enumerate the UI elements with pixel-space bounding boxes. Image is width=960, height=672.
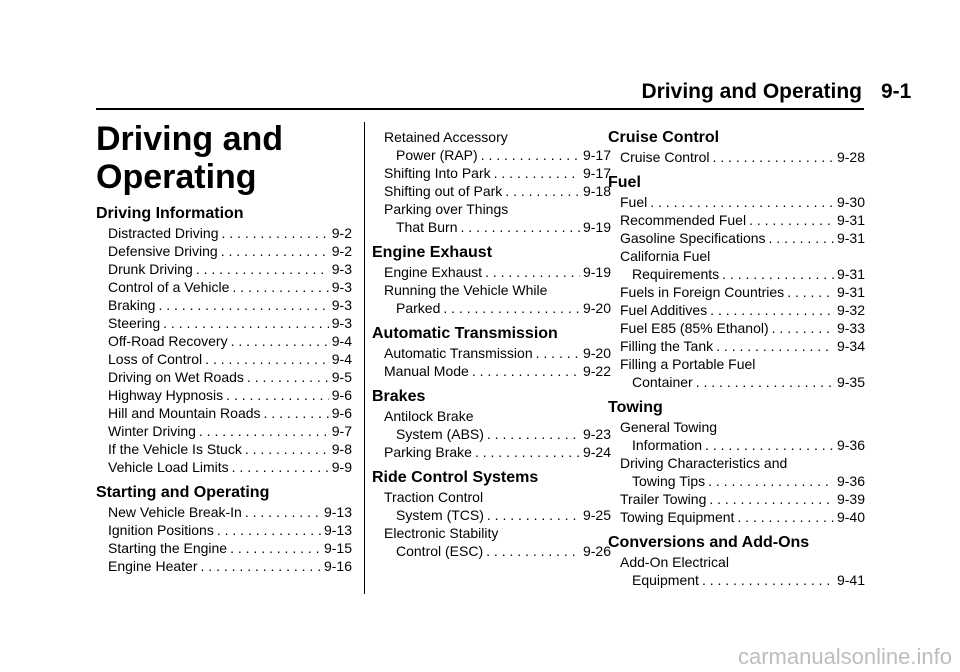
toc-entry [608,265,865,283]
section-heading: Cruise Control [608,129,720,146]
toc-column-1 [96,204,352,575]
toc-entry [96,368,352,386]
leader-dots [196,260,329,278]
toc-entry [96,224,352,242]
header-title: Driving and Operating [641,80,862,103]
toc-entry [608,490,865,508]
toc-entry-page: 9-36 [836,437,865,453]
toc-entry [372,164,611,182]
toc-entry-page: 9-6 [331,405,352,421]
toc-entry-first-line: Driving Characteristics and [620,455,788,471]
leader-dots [481,146,580,164]
toc-entry-first-line: Retained Accessory [384,129,508,145]
toc-entry-label: Control (ESC) [396,543,484,559]
leader-dots [217,521,321,539]
leader-dots [245,503,321,521]
toc-entry-page: 9-25 [582,507,611,523]
toc-entry-label: Ignition Positions [108,522,214,538]
toc-entry-label: Manual Mode [384,363,469,379]
toc-entry [96,386,352,404]
toc-entry-label: Distracted Driving [108,225,219,241]
toc-entry [96,242,352,260]
toc-entry-page: 9-41 [836,572,865,588]
toc-entry-page: 9-24 [582,444,611,460]
leader-dots [199,422,329,440]
chapter-title: Driving and Operating [96,120,284,196]
toc-entry [608,148,865,166]
leader-dots [231,332,329,350]
toc-entry [608,436,865,454]
toc-entry-label: Engine Exhaust [384,264,483,280]
toc-entry-first-line: Electronic Stability [384,525,499,541]
toc-entry-label: Winter Driving [108,423,196,439]
toc-entry-label: System (ABS) [396,426,484,442]
toc-entry [372,299,611,317]
leader-dots [158,296,328,314]
toc-entry-label: Filling the Tank [620,338,714,354]
leader-dots [486,542,580,560]
leader-dots [232,458,329,476]
toc-entry-first-line: Parking over Things [384,201,509,217]
toc-entry [608,337,865,355]
leader-dots [505,182,580,200]
toc-entry-page: 9-31 [836,212,865,228]
toc-entry [96,458,352,476]
leader-dots [475,443,580,461]
toc-entry [96,503,352,521]
toc-entry-page: 9-36 [836,473,865,489]
toc-entry [372,425,611,443]
toc-entry-page: 9-35 [836,374,865,390]
leader-dots [787,283,834,301]
toc-entry-page: 9-4 [331,333,352,349]
leader-dots [485,263,580,281]
toc-entry-page: 9-20 [582,345,611,361]
leader-dots [709,490,834,508]
toc-entry [96,539,352,557]
toc-entry-label: Towing Tips [632,473,706,489]
toc-entry-label: Driving on Wet Roads [108,369,244,385]
leader-dots [201,557,321,575]
leader-dots [749,211,834,229]
toc-entry [96,557,352,575]
toc-entry-page: 9-3 [331,315,352,331]
toc-entry-label: Drunk Driving [108,261,193,277]
toc-entry [96,260,352,278]
leader-dots [230,539,321,557]
toc-entry-label: Loss of Control [108,351,203,367]
leader-dots [205,350,329,368]
leader-dots [702,571,834,589]
toc-entry-page: 9-39 [836,491,865,507]
toc-entry-page: 9-5 [331,369,352,385]
toc-entry-label: Trailer Towing [620,491,707,507]
toc-entry-label: Shifting Into Park [384,165,491,181]
toc-entry [96,404,352,422]
toc-entry-label: Container [632,374,693,390]
toc-entry-page: 9-34 [836,338,865,354]
toc-entry-page: 9-2 [331,225,352,241]
toc-entry [608,211,865,229]
toc-entry-page: 9-13 [323,504,352,520]
toc-entry [608,373,865,391]
toc-entry-page: 9-13 [323,522,352,538]
toc-entry-label: Fuel Additives [620,302,708,318]
toc-entry-page: 9-3 [331,279,352,295]
leader-dots [245,440,329,458]
header-rule [96,108,864,110]
leader-dots [226,386,329,404]
toc-entry-page: 9-4 [331,351,352,367]
toc-entry [96,278,352,296]
leader-dots [710,301,834,319]
section-heading: Driving Information [96,205,244,222]
toc-entry [372,146,611,164]
toc-entry [372,362,611,380]
toc-entry [372,542,611,560]
toc-entry-page: 9-32 [836,302,865,318]
toc-entry-page: 9-16 [323,558,352,574]
toc-entry [96,350,352,368]
toc-entry-label: Defensive Driving [108,243,218,259]
toc-entry-page: 9-8 [331,441,352,457]
toc-column-2 [372,128,611,560]
toc-entry-page: 9-28 [836,149,865,165]
section-heading: Conversions and Add-Ons [608,534,810,551]
toc-entry [608,571,865,589]
toc-entry-first-line: Filling a Portable Fuel [620,356,756,372]
leader-dots [221,242,329,260]
leader-dots [737,508,834,526]
toc-entry-label: Steering [108,315,161,331]
toc-entry-label: Highway Hypnosis [108,387,224,403]
toc-entry [372,263,611,281]
toc-entry-label: That Burn [396,219,458,235]
toc-entry-page: 9-40 [836,509,865,525]
toc-entry [96,296,352,314]
toc-entry [96,332,352,350]
leader-dots [722,265,834,283]
toc-entry [608,319,865,337]
section-heading: Starting and Operating [96,484,270,501]
toc-entry-page: 9-2 [331,243,352,259]
leader-dots [460,218,579,236]
toc-entry [608,229,865,247]
toc-entry-page: 9-19 [582,219,611,235]
leader-dots [494,164,580,182]
toc-entry-page: 9-3 [331,297,352,313]
toc-entry-label: Automatic Transmission [384,345,533,361]
toc-entry-page: 9-26 [582,543,611,559]
leader-dots [712,148,833,166]
toc-entry-label: Starting the Engine [108,540,228,556]
toc-entry-label: If the Vehicle Is Stuck [108,441,242,457]
toc-entry-first-line: Running the Vehicle While [384,282,548,298]
toc-entry-page: 9-33 [836,320,865,336]
leader-dots [472,362,580,380]
toc-entry [96,422,352,440]
toc-entry [608,472,865,490]
toc-entry-label: Control of a Vehicle [108,279,230,295]
toc-entry-page: 9-7 [331,423,352,439]
leader-dots [264,404,329,422]
toc-entry [96,440,352,458]
leader-dots [232,278,328,296]
toc-entry-label: Parked [396,300,441,316]
toc-entry-label: Off-Road Recovery [108,333,228,349]
leader-dots [487,506,580,524]
section-heading: Ride Control Systems [372,469,539,486]
toc-entry-label: Engine Heater [108,558,198,574]
toc-entry-label: System (TCS) [396,507,484,523]
leader-dots [705,436,834,454]
toc-entry-page: 9-9 [331,459,352,475]
toc-entry-label: Shifting out of Park [384,183,503,199]
toc-entry-label: Parking Brake [384,444,472,460]
toc-entry [608,283,865,301]
toc-entry [372,344,611,362]
toc-entry-page: 9-6 [331,387,352,403]
column-divider [364,122,365,594]
section-heading: Engine Exhaust [372,244,493,261]
leader-dots [769,229,834,247]
header-page-number: 9-1 [881,80,912,103]
leader-dots [487,425,580,443]
toc-entry-label: Requirements [632,266,720,282]
toc-entry [96,314,352,332]
watermark: carmanualsonline.info [737,644,952,669]
toc-entry-first-line: Antilock Brake [384,408,474,424]
toc-entry [608,193,865,211]
toc-entry-label: Cruise Control [620,149,710,165]
leader-dots [221,224,328,242]
toc-entry-label: Recommended Fuel [620,212,747,228]
toc-entry-page: 9-15 [323,540,352,556]
toc-entry-label: Gasoline Specifications [620,230,766,246]
leader-dots [650,193,834,211]
toc-entry-label: Vehicle Load Limits [108,459,229,475]
toc-entry [372,506,611,524]
leader-dots [708,472,834,490]
section-heading: Towing [608,399,663,416]
leader-dots [247,368,329,386]
toc-entry [372,218,611,236]
toc-entry-page: 9-17 [582,165,611,181]
toc-entry-page: 9-23 [582,426,611,442]
toc-entry [372,182,611,200]
toc-entry-page: 9-30 [836,194,865,210]
toc-entry [96,521,352,539]
toc-column-3 [608,128,865,589]
toc-entry-label: New Vehicle Break-In [108,504,242,520]
toc-entry-first-line: Add-On Electrical [620,554,729,570]
toc-entry [608,301,865,319]
toc-entry-label: Equipment [632,572,699,588]
leader-dots [772,319,834,337]
toc-entry-page: 9-20 [582,300,611,316]
toc-entry-page: 9-31 [836,230,865,246]
section-heading: Fuel [608,174,641,191]
toc-entry-label: Hill and Mountain Roads [108,405,261,421]
toc-entry-page: 9-31 [836,266,865,282]
toc-entry-label: Fuels in Foreign Countries [620,284,785,300]
toc-entry-first-line: California Fuel [620,248,711,264]
toc-entry-label: Braking [108,297,156,313]
leader-dots [443,299,580,317]
toc-entry-page: 9-22 [582,363,611,379]
toc-entry [608,508,865,526]
toc-entry-label: Power (RAP) [396,147,478,163]
leader-dots [696,373,834,391]
leader-dots [163,314,329,332]
toc-entry-first-line: General Towing [620,419,718,435]
toc-entry-label: Towing Equipment [620,509,735,525]
leader-dots [536,344,580,362]
toc-entry-label: Fuel E85 (85% Ethanol) [620,320,769,336]
section-heading: Brakes [372,388,426,405]
leader-dots [716,337,834,355]
toc-entry-first-line: Traction Control [384,489,484,505]
toc-entry-label: Information [632,437,703,453]
toc-entry-page: 9-19 [582,264,611,280]
toc-entry-page: 9-3 [331,261,352,277]
toc-entry-page: 9-31 [836,284,865,300]
section-heading: Automatic Transmission [372,325,558,342]
toc-entry-label: Fuel [620,194,648,210]
toc-entry-page: 9-17 [582,147,611,163]
toc-entry-page: 9-18 [582,183,611,199]
toc-entry [372,443,611,461]
